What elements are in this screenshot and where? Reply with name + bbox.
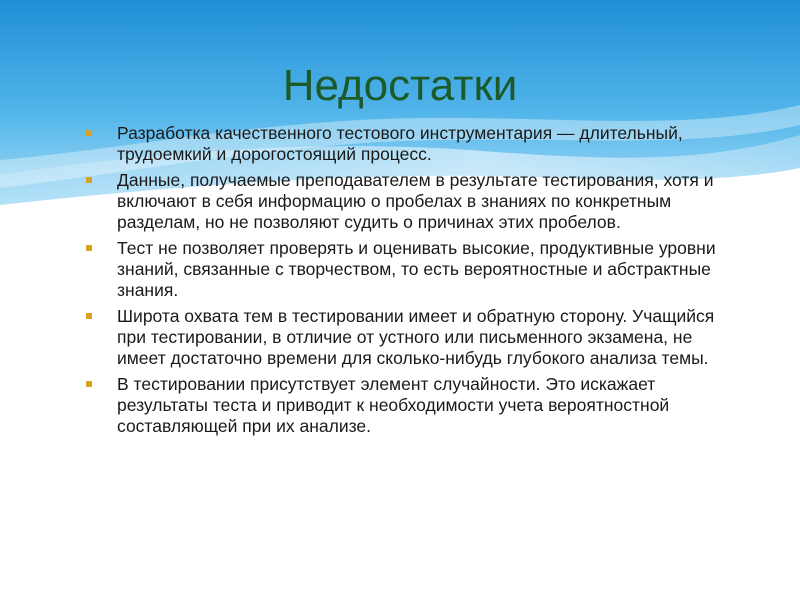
bullet-text: Тест не позволяет проверять и оценивать высокие, продуктивные уровни знаний, связанные с творчеством, то есть вероятностные и абстрактные знания. [117, 238, 716, 300]
bullet-text: Широта охвата тем в тестировании имеет и обратную сторону. Учащийся при тестировании, в отличие от устного или письменного экзамена, не имеет достаточно времени для сколько-нибудь глубокого анализа темы. [117, 306, 715, 368]
slide-title: Недостатки [282, 61, 518, 110]
bullet-item [86, 238, 726, 301]
bullet-text: Разработка качественного тестового инструментария — длительный, трудоемкий и дорогостоящий процесс. [117, 123, 683, 164]
square-bullet-icon [86, 381, 92, 387]
bullet-list [86, 123, 726, 442]
square-bullet-icon [86, 130, 92, 136]
square-bullet-icon [86, 245, 92, 251]
square-bullet-icon [86, 177, 92, 183]
bullet-item [86, 170, 726, 233]
bullet-text: Данные, получаемые преподавателем в результате тестирования, хотя и включают в себя информацию о пробелах в знаниях по конкретным разделам, но не позволяют судить о причинах этих пробелов. [117, 170, 714, 232]
bullet-item [86, 306, 726, 369]
bullet-item [86, 123, 726, 165]
bullet-item [86, 374, 726, 437]
square-bullet-icon [86, 313, 92, 319]
bullet-text: В тестировании присутствует элемент случайности. Это искажает результаты теста и приводит к необходимости учета вероятностной составляющей при их анализе. [117, 374, 670, 436]
